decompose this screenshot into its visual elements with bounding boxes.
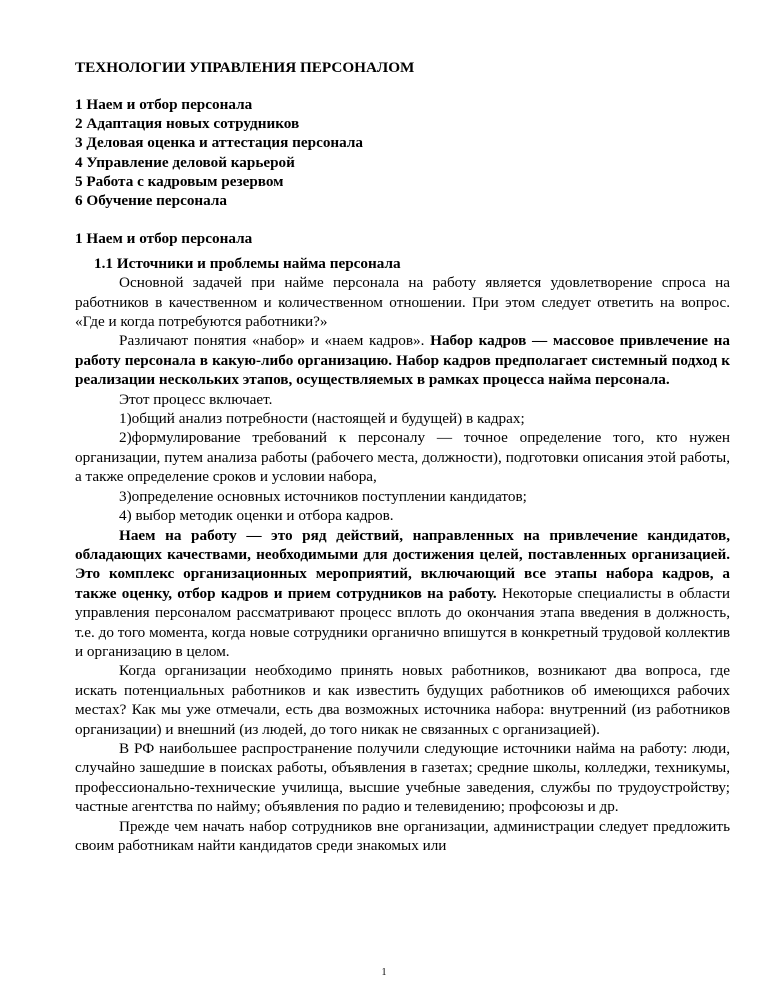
page-number: 1 [381, 967, 387, 978]
list-item: 3)определение основных источников поступлении кандидатов; [119, 487, 527, 505]
document-title: ТЕХНОЛОГИИ УПРАВЛЕНИЯ ПЕРСОНАЛОМ [75, 59, 415, 76]
definition-text: Наем на работу — это ряд действий, направленных на привлечение кандидатов, обладающих качествами, необходимыми для достижения целей, поставленных организацией. Это комплекс организационных мероприятий, включающий все этапы набора кадров, а также оценку, отбор кадров и прием сотрудников на работу. [75, 526, 730, 602]
definition-text: Набор кадров — массовое привлечение на работу персонала в какую-либо организацию. Набор кадров предполагает системный подход к реализации нескольких этапов, осуществляемых в рамках процесса найма персонала. [75, 332, 730, 389]
list-item: 1)общий анализ потребности (настоящей и будущей) в кадрах; [119, 410, 525, 428]
toc-item: 4 Управление деловой карьерой [75, 153, 295, 171]
paragraph [75, 331, 730, 389]
paragraph: Основной задачей при найме персонала на работу является удовлетворение спроса на работников в качественном и количественном отношении. При этом следует ответить на вопрос. «Где и когда потребуются работники?» [75, 274, 730, 331]
list-item: 2)формулирование требований к персоналу — точное определение того, кто нужен организации, путем анализа работы (рабочего места, должности), подготовки описания этой работы, а также определение сроков и условии набора, [75, 429, 730, 486]
toc-item: 2 Адаптация новых сотрудников [75, 115, 300, 133]
paragraph: Когда организации необходимо принять новых работников, возникают два вопроса, где искать потенциальных работников и как известить будущих работников об имеющихся рабочих местах? Как мы уже отмечали, есть два возможных источника набора: внутренний (из работников организации) и внешний (из людей, до того никак не связанных с организацией). [75, 662, 730, 738]
paragraph: Прежде чем начать набор сотрудников вне организации, администрации следует предложить своим работникам найти кандидатов среди знакомых или [75, 817, 730, 854]
list-item: 4) выбор методик оценки и отбора кадров. [119, 507, 394, 525]
paragraph [75, 526, 730, 662]
paragraph: В РФ наибольшее распространение получили следующие источники найма на работу: люди, случайно зашедшие в поисках работы, объявления в газетах; средние школы, колледжи, техникумы, профессионально-технические училища, высшие учебные заведения, службы по трудоустройству; частные агентства по найму; объявления по радио и телевидению; профсоюзы и др. [75, 739, 730, 816]
toc-item: 1 Наем и отбор персонала [75, 96, 253, 113]
toc-item: 6 Обучение персонала [75, 192, 228, 210]
table-of-contents [75, 95, 730, 210]
paragraph-text: Различают понятия «набор» и «наем кадров». [119, 332, 431, 350]
paragraph-text: Некоторые специалисты в области управления персоналом рассматривают процесс вплоть до окончания этапа введения в должность, т.е. до того момента, когда новые сотрудники органично впишутся в конкретный трудовой коллектив и организацию в целом. [75, 584, 730, 660]
section-heading: 1 Наем и отбор персонала [75, 230, 253, 248]
paragraph: Этот процесс включает. [119, 390, 273, 408]
toc-item: 5 Работа с кадровым резервом [75, 172, 284, 190]
toc-item: 3 Деловая оценка и аттестация персонала [75, 134, 364, 152]
document-page [75, 58, 730, 855]
subsection-heading: 1.1 Источники и проблемы найма персонала [94, 255, 401, 273]
